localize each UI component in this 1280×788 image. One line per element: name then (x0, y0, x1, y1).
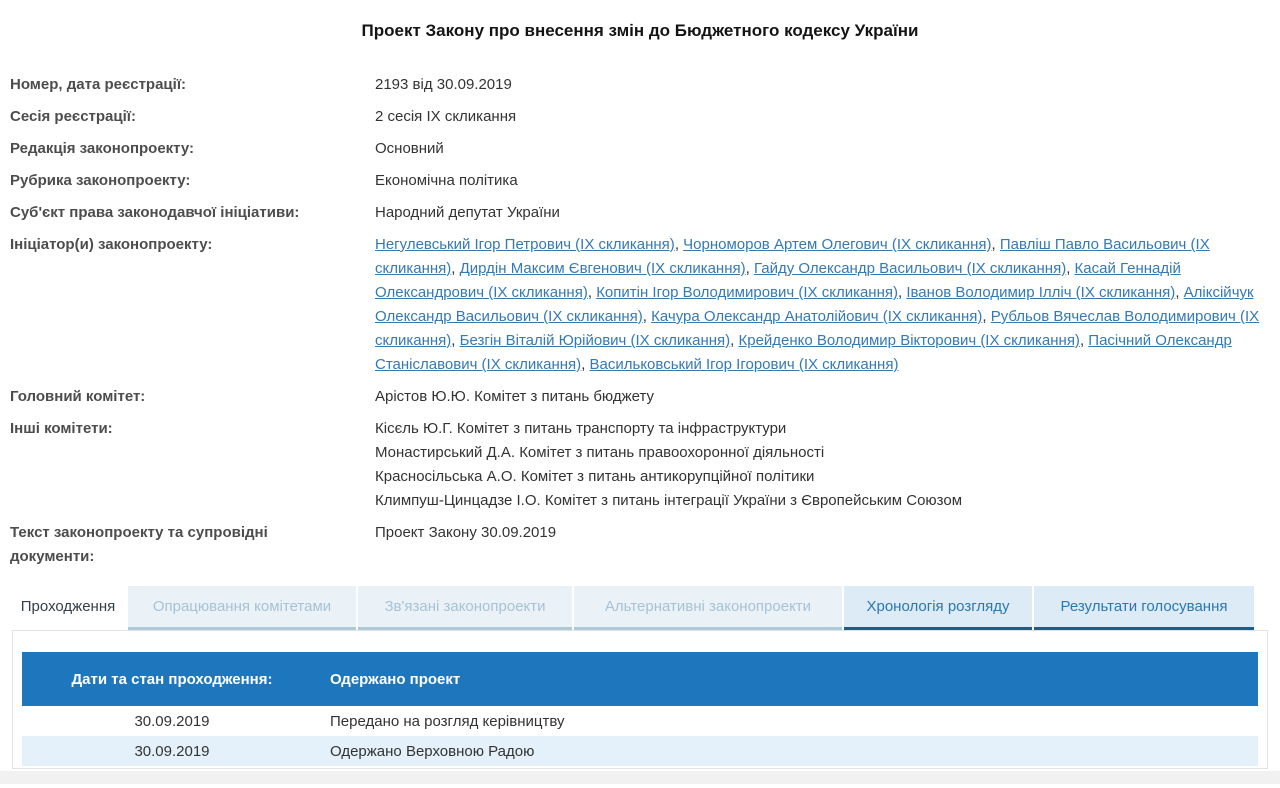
initiator-separator: , (898, 284, 907, 301)
initiator-separator: , (1079, 332, 1089, 349)
initiator-separator: , (745, 260, 754, 277)
field-row-rubric (0, 165, 1280, 197)
tab-passage[interactable]: Проходження (10, 586, 126, 630)
bill-fields (0, 69, 1280, 573)
table-row (22, 706, 1258, 736)
initiator-link[interactable]: Іванов Володимир Ілліч (IX скликання) (906, 284, 1176, 301)
initiator-separator: , (674, 236, 684, 253)
field-label: Текст законопроекту та супровідні документи: (10, 524, 268, 565)
initiator-separator: , (1175, 284, 1184, 301)
field-row-other-committees (0, 413, 1280, 517)
initiator-link[interactable]: Рубльов Вячеслав Володимирович (IX скликання) (375, 308, 1260, 349)
field-label: Номер, дата реєстрації: (10, 76, 187, 93)
field-row-session (0, 101, 1280, 133)
passage-table (22, 652, 1258, 766)
other-committees-list (375, 417, 1270, 513)
initiator-separator: , (982, 308, 991, 325)
field-label: Ініціатор(и) законопроекту: (10, 236, 213, 253)
tab-bar (10, 586, 1280, 630)
initiator-separator: , (730, 332, 739, 349)
field-row-subject (0, 197, 1280, 229)
field-value: Арістов Ю.Ю. Комітет з питань бюджету (375, 388, 655, 405)
tab-voting-results[interactable]: Результати голосування (1034, 586, 1254, 630)
initiator-link[interactable]: Касай Геннадій Олександрович (IX скликання) (375, 260, 1181, 301)
initiator-link[interactable]: Безгін Віталій Юрійович (IX скликання) (459, 332, 731, 349)
field-label: Інші комітети: (10, 420, 113, 437)
field-value: Основний (375, 140, 444, 157)
field-label: Рубрика законопроекту: (10, 172, 191, 189)
initiator-link[interactable]: Копитін Ігор Володимирович (IX скликання) (596, 284, 898, 301)
initiator-link[interactable]: Гайду Олександр Васильович (IX скликання) (753, 260, 1067, 277)
table-row (22, 736, 1258, 766)
field-label: Суб'єкт права законодавчої ініціативи: (10, 204, 300, 221)
initiator-link[interactable]: Дирдін Максим Євгенович (IX скликання) (459, 260, 746, 277)
field-row-redaction (0, 133, 1280, 165)
field-label: Головний комітет: (10, 388, 146, 405)
header-dates-status: Дати та стан проходження: (22, 652, 322, 706)
tab-related-bills: Зв'язані законопроекти (358, 586, 572, 630)
initiator-link[interactable]: Качура Олександр Анатолійович (IX скликання) (651, 308, 983, 325)
initiator-separator: , (451, 332, 460, 349)
initiator-link[interactable]: Аліксійчук Олександр Васильович (IX скликання) (375, 284, 1254, 325)
field-label: Редакція законопроекту: (10, 140, 195, 157)
field-label: Сесія реєстрації: (10, 108, 136, 125)
initiator-link[interactable]: Чорноморов Артем Олегович (IX скликання) (683, 236, 992, 253)
field-row-main-committee (0, 381, 1280, 413)
cell-date: 30.09.2019 (134, 742, 210, 760)
table-header-row (22, 652, 1258, 706)
tab-review-chronology[interactable]: Хронологія розгляду (844, 586, 1032, 630)
field-value: 2 сесія IX скликання (375, 108, 517, 125)
tab-committee-processing: Опрацювання комітетами (128, 586, 356, 630)
initiator-link[interactable]: Крейденко Володимир Вікторович (IX скликання) (738, 332, 1080, 349)
committee-line: Кісєль Ю.Г. Комітет з питань транспорту та інфраструктури (375, 420, 787, 437)
field-value: 2193 від 30.09.2019 (375, 76, 512, 93)
committee-line: Монастирський Д.А. Комітет з питань правоохоронної діяльності (375, 444, 825, 461)
field-value: Народний депутат України (375, 204, 560, 221)
initiator-separator: , (587, 284, 597, 301)
initiator-link[interactable]: Негулевський Ігор Петрович (IX скликання) (375, 236, 675, 253)
initiator-separator: , (1066, 260, 1075, 277)
initiators-list (375, 233, 1270, 377)
field-row-initiators (0, 229, 1280, 381)
passage-panel (12, 630, 1268, 769)
field-row-number (0, 69, 1280, 101)
initiator-link[interactable]: Пасічний Олександр Станіславович (IX скликання) (375, 332, 1232, 373)
initiator-link[interactable]: Павліш Павло Васильович (IX скликання) (375, 236, 1210, 277)
cell-status: Одержано Верховною Радою (330, 742, 535, 760)
cell-date: 30.09.2019 (134, 712, 210, 730)
field-value: Економічна політика (375, 172, 518, 189)
initiator-separator: , (581, 356, 590, 373)
field-row-documents (0, 517, 1280, 573)
committee-line: Красносільська А.О. Комітет з питань антикорупційної політики (375, 468, 815, 485)
initiator-separator: , (451, 260, 460, 277)
initiator-separator: , (991, 236, 1000, 253)
initiator-link[interactable]: Васильковський Ігор Ігорович (IX скликання) (589, 356, 899, 373)
field-value: Проект Закону 30.09.2019 (375, 524, 557, 541)
tab-alternative-bills: Альтернативні законопроекти (574, 586, 842, 630)
cell-status: Передано на розгляд керівництву (330, 712, 565, 730)
committee-line: Климпуш-Цинцадзе І.О. Комітет з питань інтеграції України з Європейським Союзом (375, 492, 963, 509)
footer-strip (0, 771, 1280, 784)
header-current-status: Одержано проект (322, 652, 1258, 706)
page-title: Проект Закону про внесення змін до Бюджетного кодексу України (361, 21, 919, 40)
initiator-separator: , (642, 308, 652, 325)
